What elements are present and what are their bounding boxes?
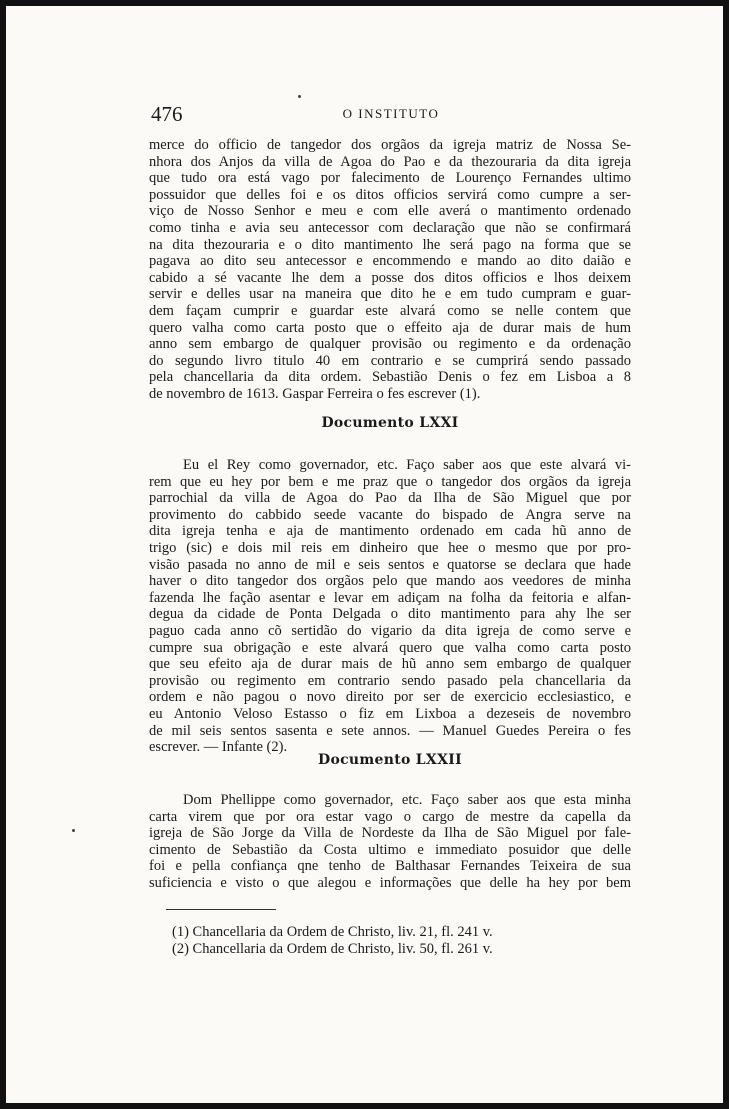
- text-line: degua da cidade de Ponta Delgada o dito mantimento para ahy lhe ser: [149, 606, 631, 623]
- text-line: provisão ou regimento em contrario sendo pasado pela chancellaria da: [149, 672, 631, 689]
- text-line: possuidor que delles foi e os ditos officios servirá como cumpre a ser-: [149, 186, 631, 203]
- text-line: dita igreja tenha e aja de mantimento ordenado em cada hũ anno de: [149, 523, 631, 540]
- paragraph-continuation: [149, 137, 631, 403]
- text-line: rem que eu hey por bem e me praz que o tangedor dos orgãos da igreja: [149, 473, 631, 490]
- footnote-rule: [166, 909, 276, 910]
- text-line: dem façam cumprir e guardar este alvará como se nelle contem que: [149, 302, 631, 319]
- text-line: paguo cada anno cõ sertidão do vigario da dita igreja de como serve e: [149, 622, 631, 639]
- document-lxxi-text: [149, 457, 631, 756]
- page-header: [151, 102, 631, 126]
- text-line: na dita thezouraria e o dito mantimento lhe será pago na forma que se: [149, 236, 631, 253]
- ink-speck: [298, 95, 301, 98]
- text-line: que tudo ora está vago por falecimento de Lourenço Fernandes ultimo: [149, 170, 631, 187]
- text-line: pagava ao dito seu antecessor e encommendo e mando ao dito daião e: [149, 253, 631, 270]
- text-line: provimento do cabbido seede vacante do bispado de Angra serve na: [149, 506, 631, 523]
- page-number: 476: [151, 102, 183, 126]
- document-heading: Documento LXXII: [318, 752, 462, 768]
- text-line: suficiencia e visto o que alegou e informações que delle ha hey por bem: [149, 874, 631, 891]
- text-line: quero valha como carta posto que o effeito aja de durar mais de hum: [149, 319, 631, 336]
- text-line: cabido a sé vacante lhe dem a posse dos ditos officios e lhos deixem: [149, 269, 631, 286]
- text-line: igreja de São Jorge da Villa de Nordeste da Ilha de São Miguel por fale-: [149, 825, 631, 842]
- text-line: de novembro de 1613. Gaspar Ferreira o fes escrever (1).: [149, 385, 481, 402]
- text-line: Eu el Rey como governador, etc. Faço saber aos que este alvará vi-: [183, 457, 631, 473]
- footnote-1: (1) Chancellaria da Ordem de Christo, liv. 21, fl. 241 v.: [172, 924, 493, 940]
- text-line: cimento de Sebastião da Costa ultimo e immediato posuidor que delle: [149, 841, 631, 858]
- running-title: O INSTITUTO: [342, 106, 440, 121]
- footnotes: [172, 924, 592, 958]
- text-line: Dom Phellippe como governador, etc. Faço saber aos que esta minha: [183, 792, 631, 808]
- text-line: escrever. — Infante (2).: [149, 739, 288, 756]
- text-line: servir e delles usar na maneira que dito he e em tudo cumpram e guar-: [149, 286, 631, 303]
- text-line: anno sem embargo de qualquer provisão ou regimento e da ordenação: [149, 336, 631, 353]
- text-line: de mil seis sentos sasenta e sete annos. — Manuel Guedes Pereira o fes: [149, 722, 631, 739]
- text-line: trigo (sic) e dois mil reis em dinheiro que hee o mesmo que por pro-: [149, 539, 631, 556]
- text-line: ordem e não pagou o novo direito por ser de exercicio ecclesiastico, e: [149, 689, 631, 706]
- text-line: eu Antonio Veloso Estasso o fiz em Lixboa a dezeseis de novembro: [149, 705, 631, 722]
- text-line: parrochial da villa de Agoa do Pao da Ilha de São Miguel que por: [149, 490, 631, 507]
- text-line: nhora dos Anjos da villa de Agoa do Pao e da thezouraria da dita igreja: [149, 153, 631, 170]
- text-line: que seu efeito aja de durar mais de hũ anno sem embargo de qualquer: [149, 656, 631, 673]
- text-line: carta virem que por ora estar vago o cargo de mestre da capella da: [149, 808, 631, 825]
- ink-speck: [72, 829, 75, 832]
- text-line: viço de Nosso Senhor e meu e com elle averá o mantimento ordenado: [149, 203, 631, 220]
- document-lxxii-text: [149, 792, 631, 892]
- text-line: pela chancellaria da dita ordem. Sebastião Denis o fez em Lisboa a 8: [149, 369, 631, 386]
- book-page: [6, 6, 723, 1103]
- text-line: do segundo livro titulo 40 em contrario e se cumprirá sendo passado: [149, 352, 631, 369]
- text-line: visão pasada no anno de mil e seis sentos e quatorse se declara que hade: [149, 556, 631, 573]
- text-line: como tinha e avia seu antecessor com declaração que não se confirmará: [149, 219, 631, 236]
- document-heading: Documento LXXI: [321, 415, 459, 431]
- footnote-2: (2) Chancellaria da Ordem de Christo, liv. 50, fl. 261 v.: [172, 941, 493, 957]
- text-line: merce do officio de tangedor dos orgãos da igreja matriz de Nossa Se-: [149, 137, 631, 153]
- text-line: fazenda lhe fação asentar e levar em adiçam na folha da feitoria e alfan-: [149, 589, 631, 606]
- text-line: cumpre sua obrigação e este alvará quero que valha como carta posto: [149, 639, 631, 656]
- text-line: foi e pella confiança qne tenho de Balthasar Fernandes Teixeira de sua: [149, 858, 631, 875]
- text-line: haver o dito tangedor dos orgãos pelo que mando aos veedores de minha: [149, 573, 631, 590]
